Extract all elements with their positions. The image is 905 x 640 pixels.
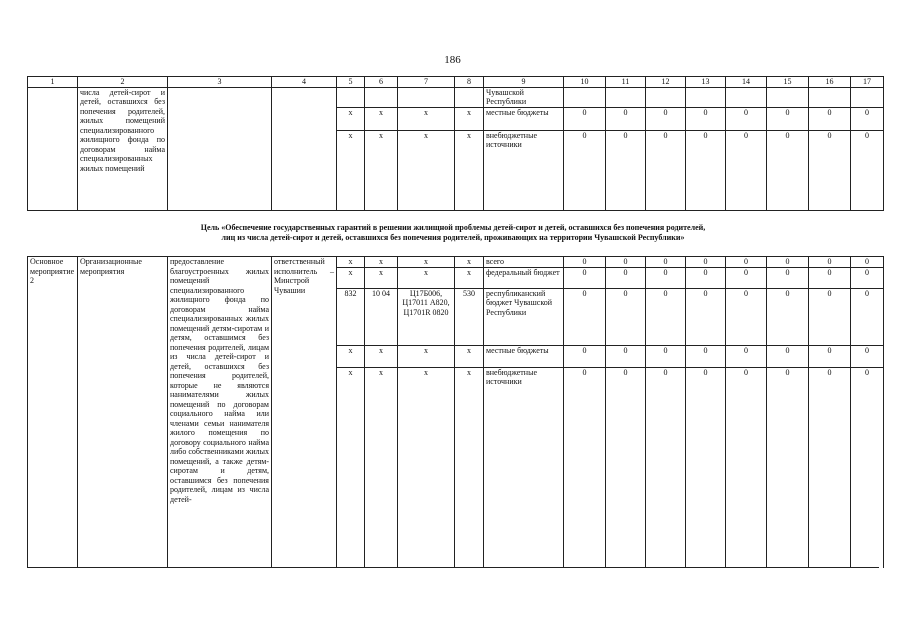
value-cell: 0 [851,107,884,130]
cell-col7: х [398,345,455,367]
header-cell: 17 [851,77,884,88]
value-cell: 0 [726,257,767,268]
header-cell: 2 [78,77,168,88]
page-number: 186 [444,54,461,66]
value-cell: 0 [606,257,646,268]
value-cell: 0 [686,257,726,268]
header-cell: 6 [365,77,398,88]
value-cell [851,87,884,107]
header-cell: 3 [168,77,272,88]
value-cell: 0 [767,288,809,345]
cell-col3 [168,87,272,210]
value-cell: 0 [809,367,851,568]
cell-col5: х [337,367,365,568]
cell-col9: внебюджетные источники [484,130,564,210]
cell-col6: х [365,257,398,268]
header-cell: 14 [726,77,767,88]
value-cell: 0 [564,288,606,345]
cell-col7: х [398,267,455,288]
table-row [28,87,884,107]
cell-col8: х [455,257,484,268]
value-cell: 0 [851,257,884,268]
value-cell: 0 [767,130,809,210]
table-main-activity [27,256,884,568]
value-cell [564,87,606,107]
header-cell: 11 [606,77,646,88]
value-cell [686,87,726,107]
value-cell: 0 [606,107,646,130]
cell-col5: х [337,345,365,367]
value-cell: 0 [606,367,646,568]
value-cell [809,87,851,107]
header-cell: 4 [272,77,337,88]
value-cell: 0 [564,257,606,268]
cell-col9: всего [484,257,564,268]
value-cell: 0 [726,288,767,345]
value-cell: 0 [809,257,851,268]
cell-col4 [272,87,337,210]
value-cell: 0 [726,130,767,210]
cell-col8: 530 [455,288,484,345]
value-cell: 0 [809,288,851,345]
value-cell [606,87,646,107]
cell-col6: х [365,367,398,568]
bottom-rule [27,567,879,568]
goal-line: Цель «Обеспечение государственных гарантий в решении жилищной проблемы детей-сирот и детей, оставшихся без попечения родителей, [200,223,706,232]
goal-line: лиц из числа детей-сирот и детей, оставшихся без попечения родителей, проживающих на территории Чувашской Республики» [221,233,685,242]
cell-col6 [365,87,398,107]
value-cell: 0 [726,107,767,130]
cell-col7: х [398,367,455,568]
cell-col8: х [455,267,484,288]
cell-col8 [455,87,484,107]
value-cell: 0 [686,130,726,210]
value-cell: 0 [606,130,646,210]
value-cell: 0 [646,267,686,288]
value-cell: 0 [851,288,884,345]
value-cell: 0 [767,345,809,367]
value-cell: 0 [646,107,686,130]
value-cell: 0 [646,367,686,568]
header-cell: 8 [455,77,484,88]
value-cell: 0 [851,130,884,210]
table-continued [27,76,884,211]
cell-col9: местные бюджеты [484,345,564,367]
cell-col6: 10 04 [365,288,398,345]
value-cell: 0 [686,345,726,367]
value-cell: 0 [851,267,884,288]
cell-col7: Ц17Б006, Ц17011 А820, Ц1701R 0820 [398,288,455,345]
value-cell: 0 [726,345,767,367]
cell-col7: х [398,107,455,130]
value-cell [646,87,686,107]
value-cell: 0 [606,288,646,345]
value-cell: 0 [686,367,726,568]
cell-col6: х [365,130,398,210]
header-cell: 1 [28,77,78,88]
value-cell: 0 [564,107,606,130]
value-cell: 0 [646,257,686,268]
cell-col2: Организационные мероприятия [78,257,168,569]
cell-col9: республиканский бюджет Чувашской Республики [484,288,564,345]
cell-col8: х [455,130,484,210]
value-cell: 0 [809,107,851,130]
value-cell: 0 [726,267,767,288]
cell-col8: х [455,367,484,568]
value-cell: 0 [564,345,606,367]
value-cell: 0 [767,107,809,130]
cell-col2: числа детей-сирот и детей, оставшихся без попечения родителей, жилых помещений специализированного жилищного фонда по договорам найма специализированных жилых помещений [78,87,168,210]
cell-col1: Основное мероприятие 2 [28,257,78,569]
value-cell: 0 [686,267,726,288]
cell-col9: местные бюджеты [484,107,564,130]
cell-col9: Чувашской Республики [484,87,564,107]
value-cell: 0 [851,345,884,367]
header-cell: 15 [767,77,809,88]
value-cell: 0 [646,130,686,210]
cell-col1 [28,87,78,210]
value-cell: 0 [564,267,606,288]
cell-col7 [398,87,455,107]
cell-col8: х [455,345,484,367]
header-cell: 13 [686,77,726,88]
cell-col4: ответственный исполнитель – Минстрой Чувашии [272,257,337,569]
value-cell: 0 [606,345,646,367]
value-cell: 0 [767,267,809,288]
cell-col3: предоставление благоустроенных жилых помещений специализированного жилищного фонда по договорам найма специализированных жилых помещений детям-сиротам и детям, оставшимся без попечения родителей, лицам из числа детей-сирот и детей, оставшихся без попечения родителей, которые не являются нанимателями жилых помещений по договорам социального найма или членами семьи нанимателя жилого помещения по договору социального найма либо собственниками жилых помещений, а также детям-сиротам и детям, оставшимся без попечения родителей, лицам из числа детей- [168,257,272,569]
value-cell: 0 [606,267,646,288]
cell-col8: х [455,107,484,130]
value-cell: 0 [809,345,851,367]
value-cell: 0 [851,367,884,568]
header-cell: 12 [646,77,686,88]
header-cell: 7 [398,77,455,88]
value-cell: 0 [767,367,809,568]
cell-col5: 832 [337,288,365,345]
cell-col5: х [337,107,365,130]
value-cell: 0 [809,130,851,210]
value-cell [767,87,809,107]
value-cell: 0 [686,107,726,130]
value-cell [726,87,767,107]
cell-col6: х [365,345,398,367]
header-cell: 16 [809,77,851,88]
cell-col5: х [337,257,365,268]
cell-col9: федеральный бюджет [484,267,564,288]
cell-col9: внебюджетные источники [484,367,564,568]
value-cell: 0 [564,367,606,568]
cell-col5 [337,87,365,107]
value-cell: 0 [726,367,767,568]
table-row [28,257,884,268]
header-cell: 10 [564,77,606,88]
cell-col6: х [365,107,398,130]
value-cell: 0 [646,288,686,345]
cell-col7: х [398,257,455,268]
cell-col6: х [365,267,398,288]
goal-heading [27,223,879,243]
header-cell: 9 [484,77,564,88]
value-cell: 0 [564,130,606,210]
header-cell: 5 [337,77,365,88]
cell-col5: х [337,130,365,210]
value-cell: 0 [809,267,851,288]
value-cell: 0 [767,257,809,268]
cell-col7: х [398,130,455,210]
value-cell: 0 [646,345,686,367]
header-row [28,77,884,88]
value-cell: 0 [686,288,726,345]
cell-col5: х [337,267,365,288]
